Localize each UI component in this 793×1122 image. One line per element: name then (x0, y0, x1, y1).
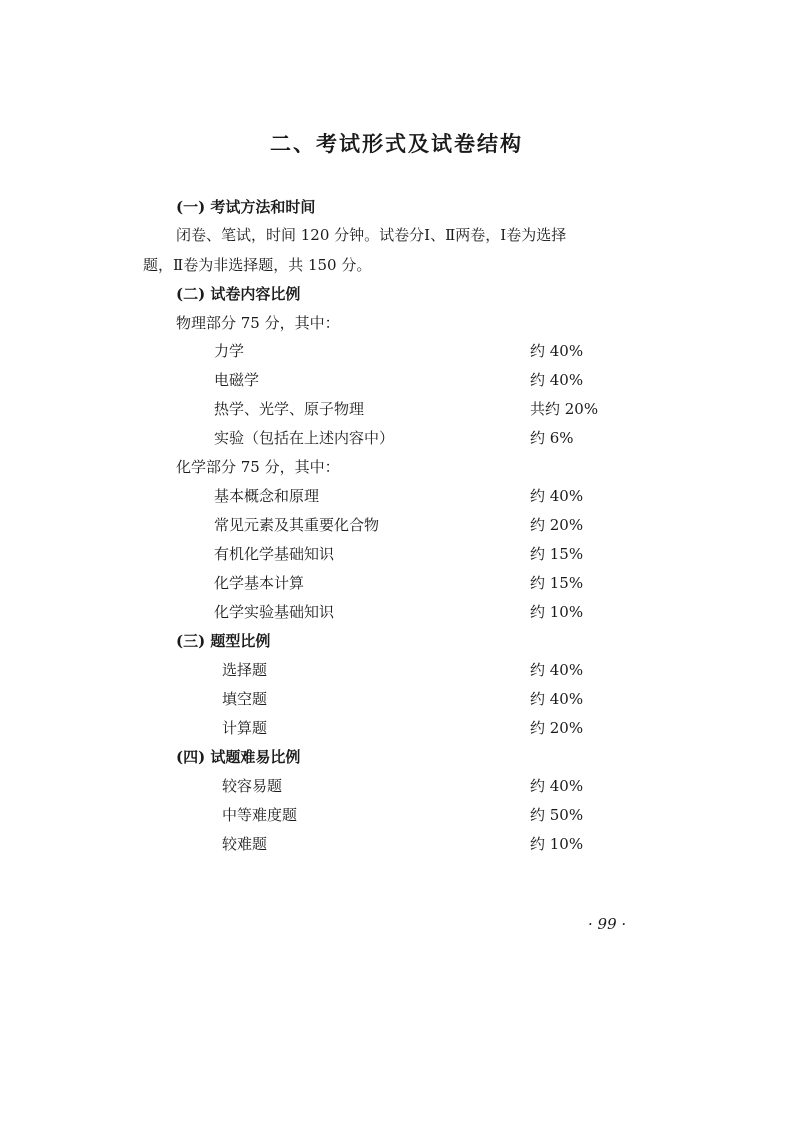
page-title: 二、考试形式及试卷结构 (270, 131, 523, 156)
item-value: 约 6% (530, 429, 574, 447)
exam-method-text-line-1: 闭卷、笔试，时间 120 分钟。试卷分Ⅰ、Ⅱ两卷，Ⅰ卷为选择 (176, 226, 567, 244)
item-label: 较容易题 (222, 777, 283, 795)
item-label: 基本概念和原理 (214, 487, 320, 505)
section-heading-difficulty: (四) 试题难易比例 (176, 748, 301, 766)
section-heading-question-types: (三) 题型比例 (176, 632, 271, 650)
chemistry-intro: 化学部分 75 分，其中： (176, 458, 340, 476)
list-item (0, 601, 793, 623)
list-item (0, 775, 793, 797)
item-value: 约 40% (530, 661, 584, 679)
list-item (0, 543, 793, 565)
item-value: 约 40% (530, 487, 584, 505)
exam-method-text-line-2: 题，Ⅱ卷为非选择题，共 150 分。 (143, 256, 372, 274)
item-value: 约 50% (530, 806, 584, 824)
list-item (0, 659, 793, 681)
item-value: 约 20% (530, 516, 584, 534)
item-value: 约 20% (530, 719, 584, 737)
item-label: 计算题 (222, 719, 268, 737)
list-item (0, 340, 793, 362)
section-heading-content-ratio: (二) 试卷内容比例 (176, 285, 301, 303)
list-item (0, 398, 793, 420)
item-value: 约 40% (530, 777, 584, 795)
section-heading-exam-method: (一) 考试方法和时间 (176, 198, 316, 216)
list-item (0, 833, 793, 855)
item-value: 约 40% (530, 371, 584, 389)
item-value: 约 15% (530, 574, 584, 592)
item-label: 较难题 (222, 835, 268, 853)
item-value: 约 15% (530, 545, 584, 563)
item-label: 化学基本计算 (214, 574, 305, 592)
list-item (0, 688, 793, 710)
item-label: 电磁学 (214, 371, 260, 389)
page-number: · 99 · (588, 915, 627, 933)
list-item (0, 369, 793, 391)
physics-intro: 物理部分 75 分，其中： (176, 314, 340, 332)
list-item (0, 804, 793, 826)
list-item (0, 717, 793, 739)
item-label: 化学实验基础知识 (214, 603, 335, 621)
item-value: 约 10% (530, 835, 584, 853)
item-label: 选择题 (222, 661, 268, 679)
item-value: 约 40% (530, 342, 584, 360)
item-value: 约 40% (530, 690, 584, 708)
list-item (0, 514, 793, 536)
item-value: 共约 20% (530, 400, 599, 418)
list-item (0, 485, 793, 507)
item-label: 有机化学基础知识 (214, 545, 335, 563)
item-label: 力学 (214, 342, 245, 360)
item-label: 中等难度题 (222, 806, 298, 824)
item-label: 实验（包括在上述内容中） (214, 429, 395, 447)
item-value: 约 10% (530, 603, 584, 621)
item-label: 热学、光学、原子物理 (214, 400, 365, 418)
list-item (0, 572, 793, 594)
item-label: 常见元素及其重要化合物 (214, 516, 380, 534)
item-label: 填空题 (222, 690, 268, 708)
list-item (0, 427, 793, 449)
